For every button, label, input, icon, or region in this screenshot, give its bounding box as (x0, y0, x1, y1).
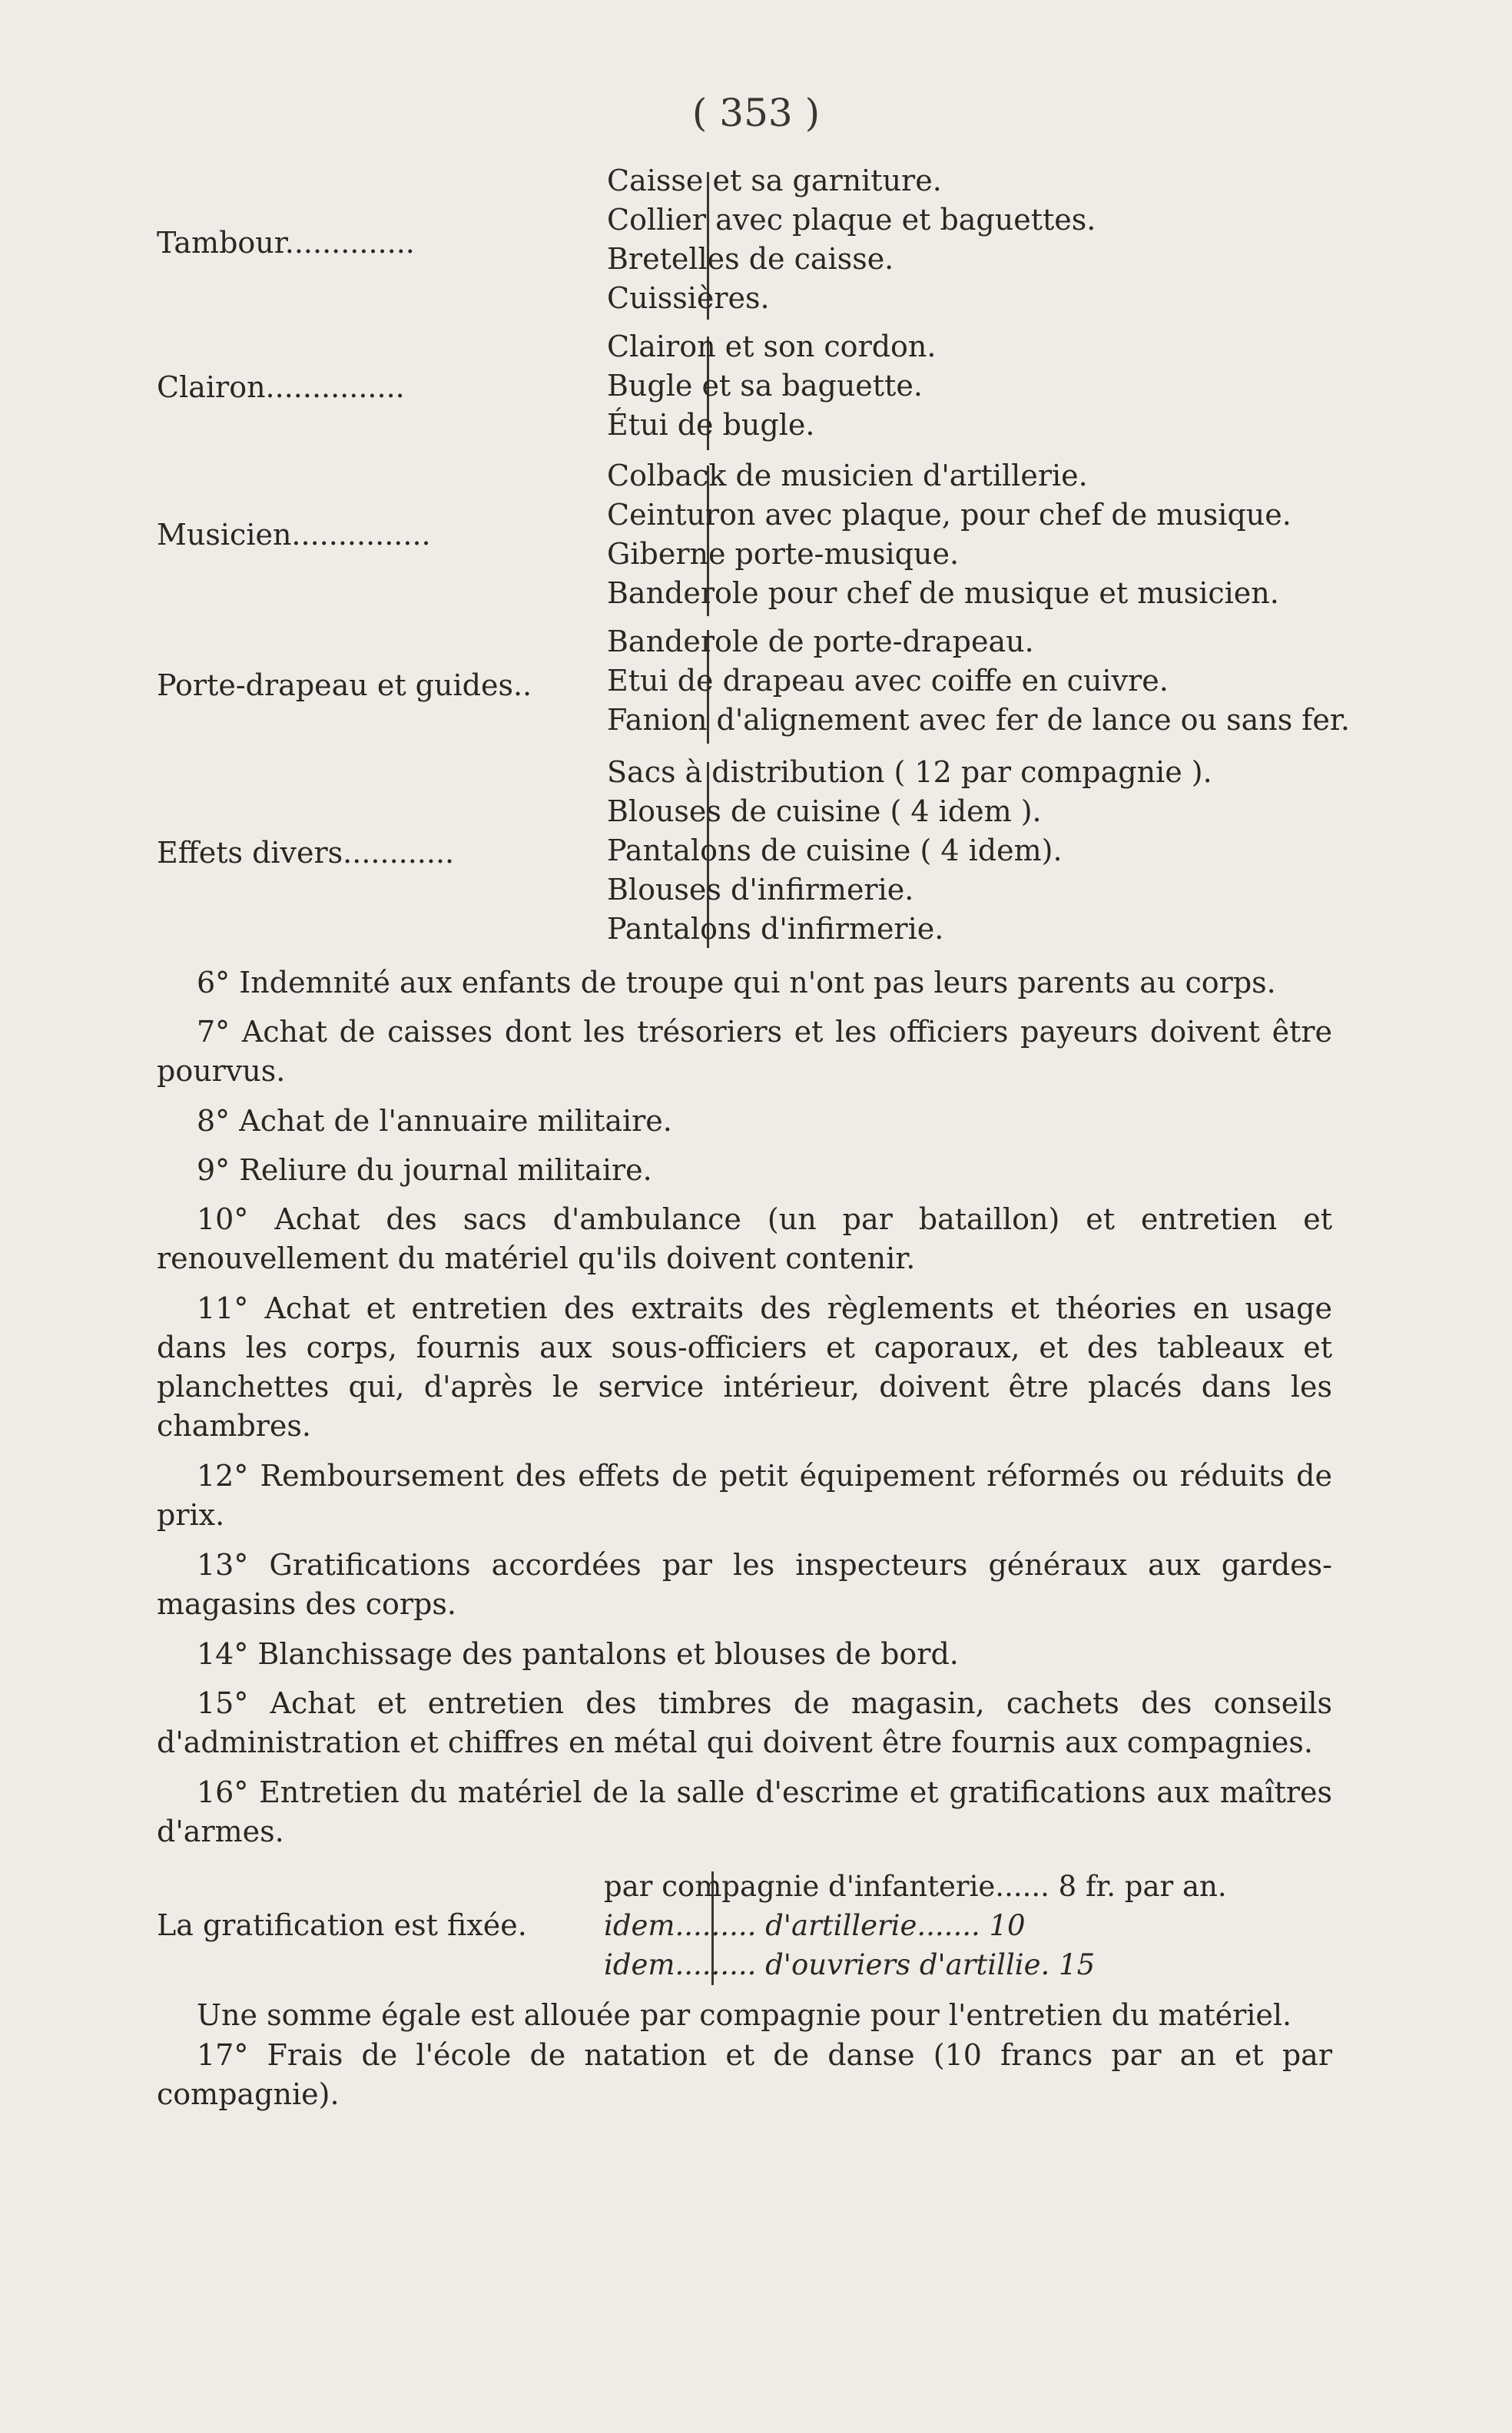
equipment-group-musicien (157, 456, 1355, 618)
group-label: Effets divers............ (157, 836, 455, 870)
group-label: Clairon............... (157, 370, 405, 404)
group-item: Banderole pour chef de musique et musicien. (607, 576, 1279, 610)
group-item: Blouses de cuisine ( 4 idem ). (607, 794, 1042, 828)
gratification-row: par compagnie d'infanterie...... 8 fr. par an. (604, 1870, 1227, 1903)
paragraph-8: 8° Achat de l'annuaire militaire. (197, 1104, 672, 1138)
group-item: Bugle et sa baguette. (607, 369, 923, 403)
group-label: Porte-drapeau et guides.. (157, 668, 532, 702)
paragraph-16: 16° Entretien du matériel de la salle d'escrime et gratifications aux maîtres d'armes. (157, 1775, 1332, 1848)
paragraph-6: 6° Indemnité aux enfants de troupe qui n'ont pas leurs parents au corps. (197, 966, 1276, 999)
group-item: Colback de musicien d'artillerie. (607, 459, 1088, 492)
group-item: Giberne porte-musique. (607, 537, 960, 571)
equipment-group-effets-divers (157, 753, 1355, 953)
group-label: Musicien............... (157, 518, 431, 552)
paragraph-11: 11° Achat et entretien des extraits des règlements et théories en usage dans les corps, fournis aux sous-officiers et caporaux, et des tableaux et planchettes qui, d'après le service intérieur, doivent être placés dans les chambres. (157, 1291, 1332, 1443)
paragraph-13: 13° Gratifications accordées par les inspecteurs généraux aux gardes-magasins des corps. (157, 1548, 1332, 1621)
group-item: Caisse et sa garniture. (607, 164, 942, 197)
group-item: Clairon et son cordon. (607, 330, 937, 363)
paragraph-12: 12° Remboursement des effets de petit équipement réformés ou réduits de prix. (157, 1459, 1332, 1532)
group-item: Étui de bugle. (607, 408, 815, 442)
group-item: Banderole de porte-drapeau. (607, 625, 1034, 658)
paragraph-allowance: Une somme égale est allouée par compagnie pour l'entretien du matériel. (197, 1998, 1292, 2032)
group-item: Bretelles de caisse. (607, 242, 894, 276)
paragraph-14: 14° Blanchissage des pantalons et blouses de bord. (197, 1637, 959, 1671)
paragraph-15: 15° Achat et entretien des timbres de magasin, cachets des conseils d'administration et chiffres en métal qui doivent être fournis aux compagnies. (157, 1686, 1332, 1759)
gratification-table (157, 1867, 1355, 1990)
page-number: ( 353 ) (691, 91, 821, 135)
equipment-group-porte-drapeau (157, 622, 1355, 745)
group-item: Sacs à distribution ( 12 par compagnie ). (607, 755, 1212, 789)
paragraph-9: 9° Reliure du journal militaire. (197, 1153, 652, 1187)
group-item: Blouses d'infirmerie. (607, 873, 914, 907)
gratification-label: La gratification est fixée. (157, 1908, 527, 1942)
paragraph-17: 17° Frais de l'école de natation et de danse (10 francs par an et par compagnie). (157, 2038, 1332, 2111)
paragraph-10: 10° Achat des sacs d'ambulance (un par bataillon) et entretien et renouvellement du matériel qu'ils doivent contenir. (157, 1202, 1332, 1275)
paragraph-7: 7° Achat de caisses dont les trésoriers et les officiers payeurs doivent être pourvus. (157, 1015, 1332, 1088)
group-item: Cuissières. (607, 281, 770, 315)
equipment-group-clairon (157, 327, 1355, 450)
group-item: Etui de drapeau avec coiffe en cuivre. (607, 664, 1169, 698)
group-label: Tambour.............. (157, 226, 415, 260)
group-item: Pantalons d'infirmerie. (607, 912, 944, 946)
group-item: Fanion d'alignement avec fer de lance ou sans fer. (607, 703, 1350, 737)
group-item: Pantalons de cuisine ( 4 idem). (607, 834, 1063, 867)
gratification-row: idem......... d'ouvriers d'artillie. 15 (604, 1948, 1096, 1981)
group-item: Ceinturon avec plaque, pour chef de musique. (607, 498, 1292, 532)
gratification-row: idem......... d'artillerie....... 10 (604, 1909, 1026, 1942)
group-item: Collier avec plaque et baguettes. (607, 203, 1096, 237)
equipment-group-tambour (157, 161, 1355, 323)
